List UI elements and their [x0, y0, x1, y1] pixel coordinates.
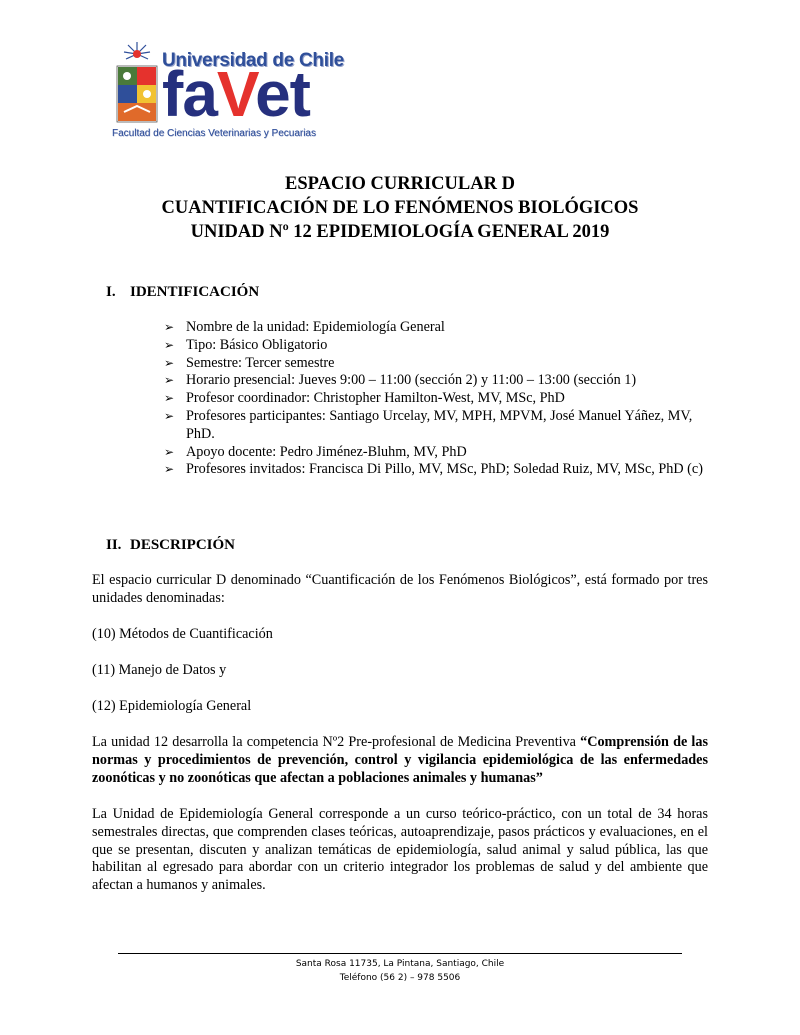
description-intro: El espacio curricular D denominado “Cuantificación de los Fenómenos Biológicos”, está formado por tres unidades denominadas: [92, 572, 708, 606]
arrow-bullet-icon: ➢ [164, 391, 175, 406]
arrow-bullet-icon: ➢ [164, 462, 175, 477]
footer-divider [118, 953, 682, 954]
list-item: ➢ Semestre: Tercer semestre [164, 354, 335, 371]
arrow-bullet-icon: ➢ [164, 444, 175, 459]
arrow-bullet-icon: ➢ [164, 337, 175, 352]
title-line-1: ESPACIO CURRICULAR D [285, 174, 515, 194]
logo-brand: faVet [162, 58, 310, 130]
page-footer [0, 957, 800, 985]
university-seal-icon [112, 40, 162, 140]
unit-10-label: (10) Métodos de Cuantificación [92, 626, 273, 642]
identification-list [162, 319, 722, 479]
list-item: ➢ Tipo: Básico Obligatorio [164, 336, 328, 353]
title-line-3: UNIDAD Nº 12 EPIDEMIOLOGÍA GENERAL 2019 [190, 222, 610, 242]
list-item: ➢ Profesores participantes: Santiago Urcelay, MV, MPH, MPVM, José Manuel Yáñez, MV, PhD. [164, 407, 693, 442]
arrow-bullet-icon: ➢ [164, 320, 175, 334]
university-logo [112, 40, 342, 145]
list-item: ➢ Horario presencial: Jueves 9:00 – 11:00 (sección 2) y 11:00 – 13:00 (sección 1) [164, 372, 637, 389]
competence-paragraph: La unidad 12 desarrolla la competencia Nº2 Pre-profesional de Medicina Preventiva “Comprensión de las normas y procedimientos de prevención, control y vigilancia epidemiológica de las enfermedades zoonóticas y no zoonóticas que afectan a poblaciones animales y humanas” [92, 734, 708, 786]
unit-description-paragraph: La Unidad de Epidemiología General corresponde a un curso teórico-práctico, con un total de 34 horas semestrales directas, que comprenden clases teóricas, autoaprendizaje, pasos prácticos y evaluaciones, en el que se presentan, discuten y analizan temáticas de epidemiología, salud animal y salud pública, las que habilitan al egresado para abordar con un criterio integrador los problemas de salud y del ambiente que afectan a humanos y animales. [92, 806, 708, 894]
document-title [0, 172, 800, 244]
title-line-2: CUANTIFICACIÓN DE LO FENÓMENOS BIOLÓGICOS [161, 198, 639, 218]
logo-faculty-name: Facultad de Ciencias Veterinarias y Pecuarias [112, 128, 316, 139]
list-item: ➢ Nombre de la unidad: Epidemiología General [164, 319, 445, 335]
arrow-bullet-icon: ➢ [164, 408, 175, 423]
arrow-bullet-icon: ➢ [164, 373, 175, 388]
unit-12-label: (12) Epidemiología General [92, 698, 252, 714]
arrow-bullet-icon: ➢ [164, 355, 175, 370]
list-item: ➢ Apoyo docente: Pedro Jiménez-Bluhm, MV, PhD [164, 443, 467, 460]
logo-university-name: Universidad de Chile [162, 50, 344, 71]
competence-statement: “Comprensión de las normas y procedimientos de prevención, control y vigilancia epidemiológica de las enfermedades zoonóticas y no zoonóticas que afectan a poblaciones animales y humanas” [92, 734, 708, 786]
list-item: ➢ Profesor coordinador: Christopher Hamilton-West, MV, MSc, PhD [164, 390, 565, 407]
unit-11-label: (11) Manejo de Datos y [92, 662, 227, 678]
footer-address: Santa Rosa 11735, La Pintana, Santiago, Chile [295, 959, 505, 969]
section-descripcion-heading: II. DESCRIPCIÓN [106, 537, 236, 553]
list-item: ➢ Profesores invitados: Francisca Di Pillo, MV, MSc, PhD; Soledad Ruiz, MV, MSc, PhD (c) [164, 461, 703, 478]
footer-phone: Teléfono (56 2) – 978 5506 [339, 973, 461, 983]
section-identificacion-heading: I. IDENTIFICACIÓN [106, 284, 260, 300]
